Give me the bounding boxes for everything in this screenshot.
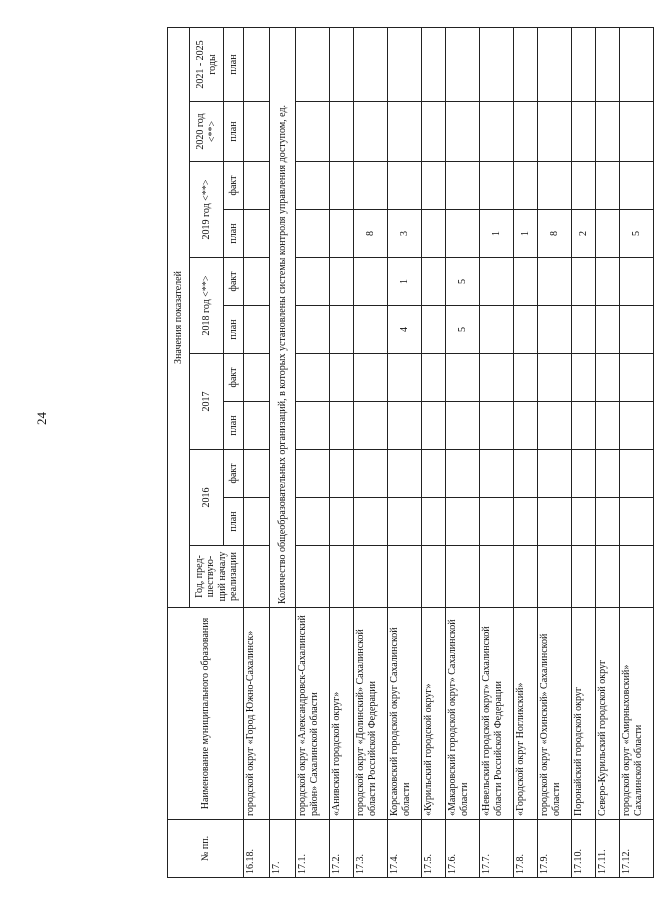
value-cell	[296, 27, 330, 101]
row-number: 16.18.	[244, 820, 270, 878]
table-row	[330, 27, 354, 877]
value-cell	[572, 162, 596, 210]
value-cell	[572, 354, 596, 402]
value-cell	[620, 402, 654, 450]
header-2016: 2016	[190, 450, 224, 546]
page-number: 24	[34, 412, 49, 425]
value-cell	[572, 450, 596, 498]
value-cell	[354, 354, 388, 402]
value-cell	[244, 546, 270, 608]
value-cell	[388, 546, 422, 608]
row-number: 17.2.	[330, 820, 354, 878]
value-cell	[596, 162, 620, 210]
value-cell	[596, 402, 620, 450]
table-row	[296, 27, 330, 877]
header-2017-fact: факт	[224, 354, 244, 402]
value-cell	[330, 162, 354, 210]
value-cell: 5	[620, 210, 654, 258]
row-number: 17.6.	[446, 820, 480, 878]
value-cell	[446, 162, 480, 210]
municipality-name: городской округ «Город Южно-Сахалинск»	[244, 608, 270, 820]
value-cell	[446, 498, 480, 546]
value-cell	[244, 306, 270, 354]
value-cell	[388, 354, 422, 402]
value-cell	[620, 27, 654, 101]
header-2018-fact: факт	[224, 258, 244, 306]
value-cell	[354, 450, 388, 498]
header-2016-fact: факт	[224, 450, 244, 498]
header-2017-plan: план	[224, 402, 244, 450]
value-cell	[244, 450, 270, 498]
value-cell	[480, 162, 514, 210]
municipality-name: «Невельский городской округ» Сахалинской области Российской Федерации	[480, 608, 514, 820]
row-number: 17.10.	[572, 820, 596, 878]
value-cell	[596, 306, 620, 354]
value-cell	[446, 402, 480, 450]
value-cell	[330, 306, 354, 354]
municipality-name: «Курильский городской округ»	[422, 608, 446, 820]
value-cell	[572, 102, 596, 162]
value-cell	[244, 210, 270, 258]
header-name: Наименование муниципального образования	[168, 608, 244, 820]
value-cell	[480, 27, 514, 101]
value-cell	[538, 27, 572, 101]
header-2020: 2020 год <**>	[190, 102, 224, 162]
value-cell	[330, 402, 354, 450]
value-cell	[330, 546, 354, 608]
header-2017: 2017	[190, 354, 224, 450]
value-cell	[538, 498, 572, 546]
value-cell	[422, 102, 446, 162]
table-row	[514, 27, 538, 877]
value-cell	[572, 546, 596, 608]
value-cell	[514, 450, 538, 498]
value-cell	[572, 258, 596, 306]
value-cell	[514, 258, 538, 306]
value-cell	[538, 354, 572, 402]
value-cell	[596, 102, 620, 162]
value-cell	[296, 402, 330, 450]
municipality-name: «Городской округ Ногликский»	[514, 608, 538, 820]
municipality-name: Северо-Курильский городской округ	[596, 608, 620, 820]
value-cell	[446, 354, 480, 402]
value-cell	[354, 402, 388, 450]
header-2021-2025: 2021 - 2025 годы	[190, 27, 224, 101]
value-cell	[480, 306, 514, 354]
value-cell	[514, 498, 538, 546]
value-cell	[514, 162, 538, 210]
value-cell	[296, 162, 330, 210]
value-cell	[296, 354, 330, 402]
table-row	[388, 27, 422, 877]
value-cell	[422, 210, 446, 258]
value-cell	[388, 162, 422, 210]
header-base-year: Год, пред-шествую-щий началу реализации	[190, 546, 244, 608]
municipality-name: городской округ «Смирныховский» Сахалинской области	[620, 608, 654, 820]
table-row	[480, 27, 514, 877]
value-cell	[354, 498, 388, 546]
table-body	[244, 27, 654, 877]
value-cell	[446, 450, 480, 498]
value-cell	[480, 354, 514, 402]
value-cell	[620, 162, 654, 210]
value-cell	[354, 306, 388, 354]
value-cell	[330, 102, 354, 162]
value-cell	[480, 498, 514, 546]
row-name-empty	[270, 608, 296, 820]
indicator-description: Количество общеобразовательных организаций, в которых установлены системы контроля управления доступом, ед.	[270, 27, 296, 607]
value-cell	[514, 306, 538, 354]
value-cell	[354, 102, 388, 162]
value-cell	[330, 210, 354, 258]
value-cell	[620, 450, 654, 498]
value-cell	[388, 498, 422, 546]
value-cell	[330, 354, 354, 402]
value-cell	[354, 258, 388, 306]
value-cell: 1	[480, 210, 514, 258]
value-cell: 1	[388, 258, 422, 306]
value-cell	[538, 306, 572, 354]
table-row	[620, 27, 654, 877]
value-cell	[244, 27, 270, 101]
row-number: 17.9.	[538, 820, 572, 878]
municipality-name: Корсаковский городской округ Сахалинской области	[388, 608, 422, 820]
value-cell: 1	[514, 210, 538, 258]
value-cell	[446, 27, 480, 101]
value-cell	[514, 102, 538, 162]
row-number: 17.11.	[596, 820, 620, 878]
row-number: 17.4.	[388, 820, 422, 878]
value-cell	[296, 210, 330, 258]
value-cell	[480, 258, 514, 306]
table-row	[538, 27, 572, 877]
value-cell	[446, 210, 480, 258]
header-2019: 2019 год <**>	[190, 162, 224, 258]
value-cell	[596, 354, 620, 402]
value-cell	[620, 102, 654, 162]
value-cell	[422, 306, 446, 354]
table-row	[596, 27, 620, 877]
value-cell	[620, 354, 654, 402]
municipality-name: «Макаровский городской округ» Сахалинской области	[446, 608, 480, 820]
value-cell	[330, 258, 354, 306]
value-cell	[480, 102, 514, 162]
row-number: 17.12.	[620, 820, 654, 878]
value-cell	[244, 498, 270, 546]
value-cell	[480, 450, 514, 498]
value-cell	[296, 450, 330, 498]
value-cell	[596, 210, 620, 258]
row-number: 17.1.	[296, 820, 330, 878]
value-cell	[296, 498, 330, 546]
value-cell	[514, 354, 538, 402]
value-cell: 5	[446, 306, 480, 354]
value-cell: 5	[446, 258, 480, 306]
value-cell: 8	[354, 210, 388, 258]
value-cell	[422, 402, 446, 450]
value-cell: 8	[538, 210, 572, 258]
value-cell	[538, 450, 572, 498]
table-row	[270, 27, 296, 877]
value-cell	[514, 402, 538, 450]
value-cell	[422, 162, 446, 210]
row-number: 17.5.	[422, 820, 446, 878]
value-cell	[388, 27, 422, 101]
value-cell	[330, 450, 354, 498]
municipality-name: Поронайский городской округ	[572, 608, 596, 820]
row-number: 17.3.	[354, 820, 388, 878]
value-cell	[596, 27, 620, 101]
value-cell	[296, 546, 330, 608]
header-2018-plan: план	[224, 306, 244, 354]
indicators-table	[167, 27, 654, 878]
table-row	[354, 27, 388, 877]
header-indicators: Значения показателей	[168, 27, 190, 607]
value-cell	[514, 546, 538, 608]
value-cell	[538, 402, 572, 450]
value-cell	[620, 306, 654, 354]
value-cell	[422, 498, 446, 546]
value-cell	[422, 354, 446, 402]
value-cell	[330, 498, 354, 546]
value-cell	[422, 450, 446, 498]
value-cell	[422, 27, 446, 101]
header-2019-plan: план	[224, 210, 244, 258]
rotated-table-container	[167, 28, 644, 878]
value-cell	[422, 258, 446, 306]
value-cell	[620, 258, 654, 306]
value-cell	[388, 102, 422, 162]
value-cell: 3	[388, 210, 422, 258]
value-cell	[480, 402, 514, 450]
value-cell	[422, 546, 446, 608]
table-row	[422, 27, 446, 877]
value-cell	[538, 102, 572, 162]
value-cell	[330, 27, 354, 101]
header-2019-fact: факт	[224, 162, 244, 210]
value-cell	[538, 546, 572, 608]
row-number: 17.7.	[480, 820, 514, 878]
value-cell	[244, 162, 270, 210]
value-cell	[480, 546, 514, 608]
row-number: 17.	[270, 820, 296, 878]
header-num: № пп.	[168, 820, 244, 878]
value-cell	[296, 102, 330, 162]
value-cell	[538, 258, 572, 306]
value-cell	[354, 162, 388, 210]
value-cell	[296, 258, 330, 306]
value-cell	[572, 306, 596, 354]
table-row	[572, 27, 596, 877]
municipality-name: городской округ «Долинский» Сахалинской области Российской Федерации	[354, 608, 388, 820]
value-cell	[244, 402, 270, 450]
value-cell: 4	[388, 306, 422, 354]
value-cell	[596, 450, 620, 498]
value-cell	[538, 162, 572, 210]
municipality-name: городской округ «Александровск-Сахалинский район» Сахалинской области	[296, 608, 330, 820]
header-2021-2025-plan: план	[224, 27, 244, 101]
value-cell	[244, 102, 270, 162]
value-cell	[296, 306, 330, 354]
header-2020-plan: план	[224, 102, 244, 162]
value-cell	[354, 546, 388, 608]
row-number: 17.8.	[514, 820, 538, 878]
value-cell	[514, 27, 538, 101]
value-cell	[620, 498, 654, 546]
header-2018: 2018 год <**>	[190, 258, 224, 354]
value-cell	[388, 450, 422, 498]
value-cell	[596, 258, 620, 306]
value-cell	[244, 354, 270, 402]
municipality-name: «Анивский городской округ»	[330, 608, 354, 820]
value-cell	[446, 102, 480, 162]
value-cell	[354, 27, 388, 101]
table-row	[244, 27, 270, 877]
value-cell	[620, 546, 654, 608]
municipality-name: городской округ «Охинский» Сахалинской области	[538, 608, 572, 820]
value-cell	[388, 402, 422, 450]
value-cell	[572, 27, 596, 101]
table-row	[446, 27, 480, 877]
value-cell	[572, 498, 596, 546]
value-cell	[244, 258, 270, 306]
header-2016-plan: план	[224, 498, 244, 546]
value-cell	[596, 546, 620, 608]
value-cell	[446, 546, 480, 608]
value-cell: 2	[572, 210, 596, 258]
value-cell	[596, 498, 620, 546]
value-cell	[572, 402, 596, 450]
